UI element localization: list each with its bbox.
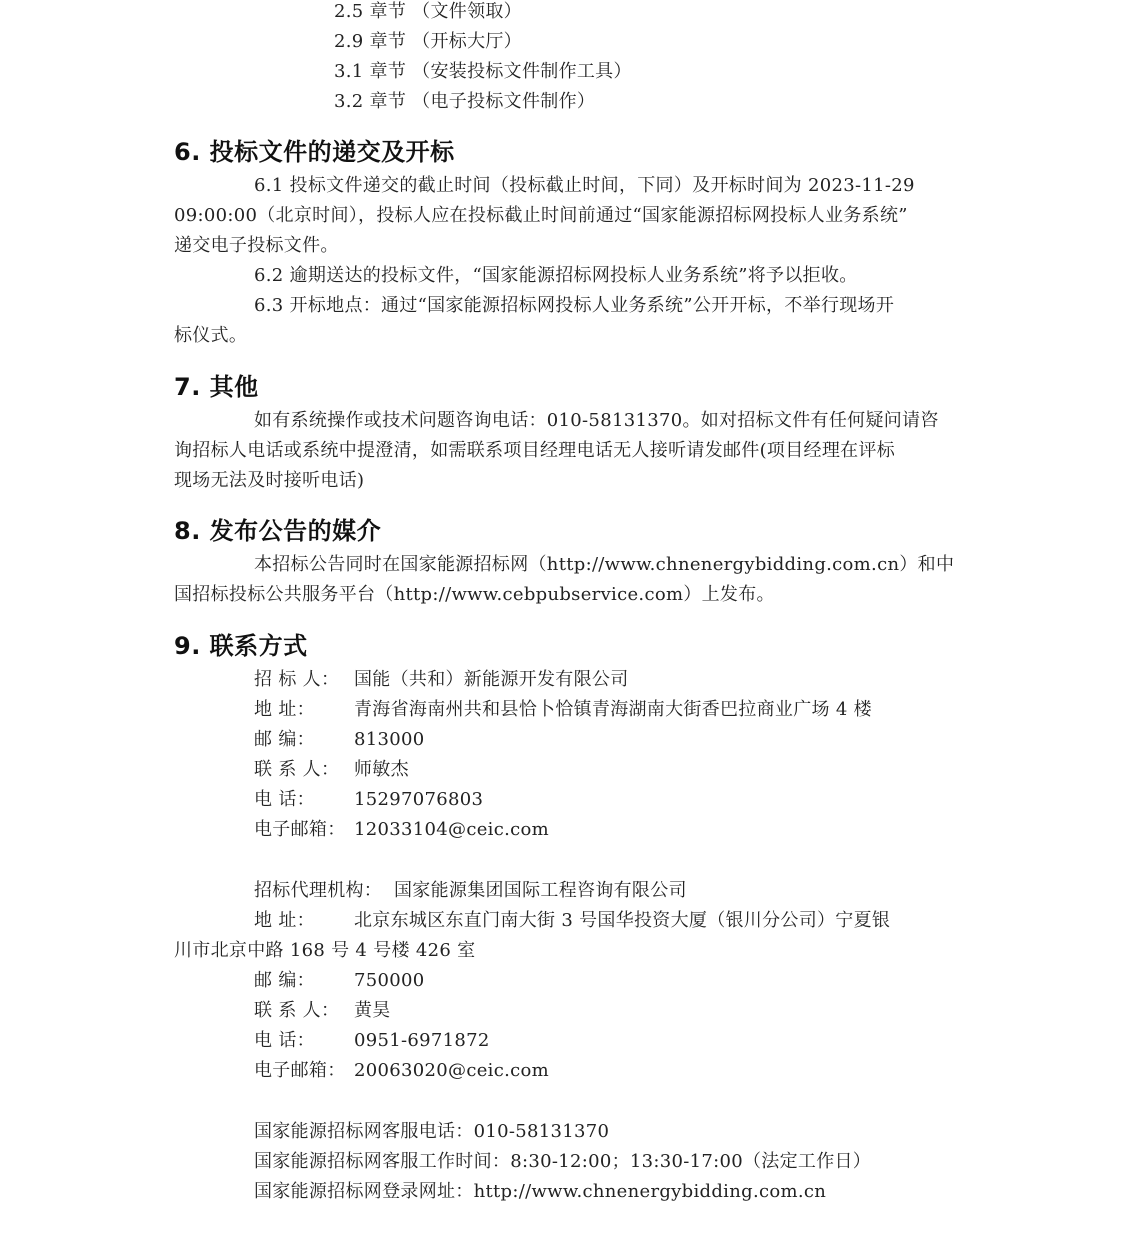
email-value: 20063020@ceic.com bbox=[354, 1060, 549, 1081]
toc-item: 2.9 章节 （开标大厅） bbox=[334, 31, 522, 52]
contact-label: 电子邮箱： bbox=[254, 1060, 346, 1081]
contact-value: 师敏杰 bbox=[354, 759, 409, 780]
contact-label: 邮 编： bbox=[254, 970, 315, 991]
section-heading: 7. 其他 bbox=[174, 373, 259, 401]
contact-value: 国能（共和）新能源开发有限公司 bbox=[354, 669, 629, 690]
contact-value: 813000 bbox=[354, 729, 425, 750]
contact-value: 750000 bbox=[354, 970, 425, 991]
contact-label: 电 话： bbox=[254, 789, 315, 810]
contact-label: 邮 编： bbox=[254, 729, 315, 750]
toc-item: 2.5 章节 （文件领取） bbox=[334, 1, 522, 22]
paragraph-line: 6.3 开标地点：通过“国家能源招标网投标人业务系统”公开开标，不举行现场开 bbox=[254, 295, 895, 316]
contact-label: 电 话： bbox=[254, 1030, 315, 1051]
paragraph-line: 询招标人电话或系统中提澄清，如需联系项目经理电话无人接听请发邮件(项目经理在评标 bbox=[174, 440, 896, 461]
contact-row bbox=[254, 695, 872, 725]
contact-value: 青海省海南州共和县恰卜恰镇青海湖南大街香巴拉商业广场 4 楼 bbox=[354, 699, 872, 720]
contact-row bbox=[254, 1026, 490, 1056]
contact-label: 地 址： bbox=[254, 699, 315, 720]
contact-row bbox=[254, 906, 890, 936]
paragraph-line: 09:00:00（北京时间），投标人应在投标截止时间前通过“国家能源招标网投标人业务系统” bbox=[174, 205, 908, 226]
contact-row bbox=[254, 815, 549, 845]
paragraph-line: 现场无法及时接听电话) bbox=[174, 470, 365, 491]
section-heading: 9. 联系方式 bbox=[174, 632, 308, 660]
contact-row bbox=[254, 725, 425, 755]
contact-value: 0951-6971872 bbox=[354, 1030, 490, 1051]
contact-row bbox=[254, 665, 629, 695]
email-value: 12033104@ceic.com bbox=[354, 819, 549, 840]
paragraph-line: 国招标投标公共服务平台（http://www.cebpubservice.com）上发布。 bbox=[174, 584, 775, 605]
service-url-line: 国家能源招标网登录网址：http://www.chnenergybidding.com.cn bbox=[254, 1181, 827, 1202]
contact-value: 15297076803 bbox=[354, 789, 484, 810]
contact-row bbox=[254, 996, 391, 1026]
section-heading: 8. 发布公告的媒介 bbox=[174, 517, 382, 545]
toc-item: 3.2 章节 （电子投标文件制作） bbox=[334, 91, 596, 112]
service-line: 国家能源招标网客服电话：010-58131370 bbox=[254, 1121, 610, 1142]
contact-label: 联 系 人： bbox=[254, 1000, 340, 1021]
paragraph-line: 6.2 逾期送达的投标文件，“国家能源招标网投标人业务系统”将予以拒收。 bbox=[254, 265, 858, 286]
toc-item: 3.1 章节 （安装投标文件制作工具） bbox=[334, 61, 632, 82]
paragraph-line: 如有系统操作或技术问题咨询电话：010-58131370。如对招标文件有任何疑问请咨 bbox=[254, 410, 939, 431]
contact-label: 招标代理机构： bbox=[254, 880, 383, 901]
contact-value: 国家能源集团国际工程咨询有限公司 bbox=[394, 880, 687, 901]
contact-row bbox=[254, 876, 687, 906]
contact-value: 北京东城区东直门南大街 3 号国华投资大厦（银川分公司）宁夏银 bbox=[354, 910, 891, 931]
paragraph-line: 本招标公告同时在国家能源招标网（http://www.chnenergybidding.com.cn）和中 bbox=[254, 554, 955, 575]
contact-row bbox=[254, 966, 425, 996]
paragraph-line: 递交电子投标文件。 bbox=[174, 235, 339, 256]
contact-label: 招 标 人： bbox=[254, 669, 340, 690]
contact-row bbox=[254, 755, 409, 785]
contact-label: 地 址： bbox=[254, 910, 315, 931]
contact-row bbox=[254, 785, 483, 815]
paragraph-line: 6.1 投标文件递交的截止时间（投标截止时间，下同）及开标时间为 2023-11-29 bbox=[254, 175, 915, 196]
paragraph-line: 标仪式。 bbox=[174, 325, 248, 346]
section-heading: 6. 投标文件的递交及开标 bbox=[174, 138, 455, 166]
contact-value: 黄昊 bbox=[354, 1000, 391, 1021]
contact-label: 电子邮箱： bbox=[254, 819, 346, 840]
contact-row bbox=[254, 1056, 549, 1086]
service-line: 国家能源招标网客服工作时间：8:30-12:00；13:30-17:00（法定工作日） bbox=[254, 1151, 872, 1172]
contact-label: 联 系 人： bbox=[254, 759, 340, 780]
contact-value-continued: 川市北京中路 168 号 4 号楼 426 室 bbox=[174, 940, 476, 961]
